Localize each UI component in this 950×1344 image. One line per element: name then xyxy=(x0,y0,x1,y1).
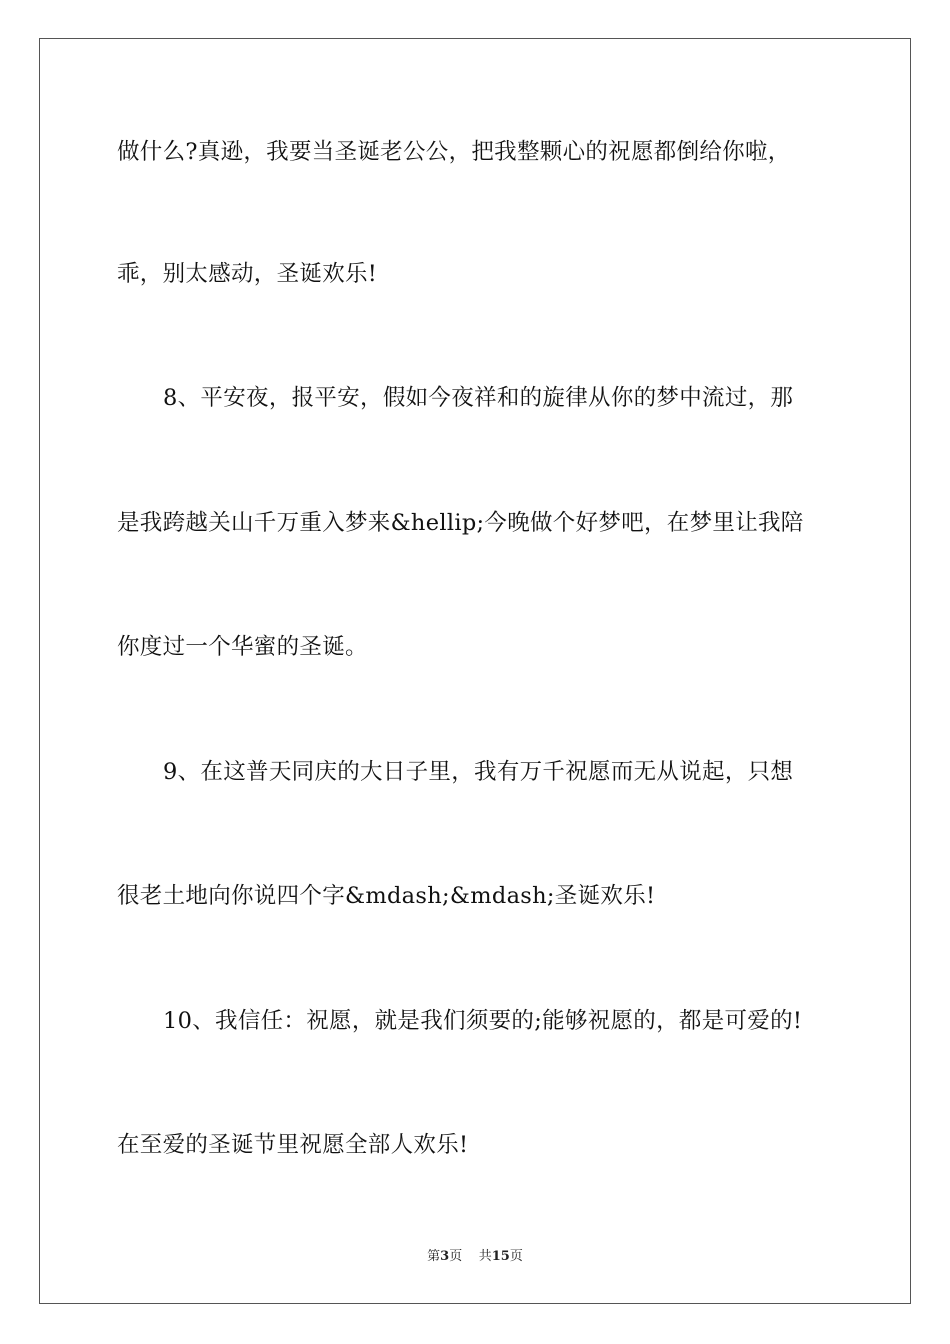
text-line: 很老土地向你说四个字&mdash;&mdash;圣诞欢乐! xyxy=(117,883,656,909)
footer-total-unit: 页 xyxy=(509,1249,523,1264)
text-line: 乖，别太感动，圣诞欢乐! xyxy=(117,261,378,287)
text-line: 你度过一个华蜜的圣诞。 xyxy=(117,634,368,660)
paragraph-start-line: 9、在这普天同庆的大日子里，我有万千祝愿而无从说起，只想 xyxy=(163,759,794,785)
paragraph-start-line: 10、我信任：祝愿，就是我们须要的;能够祝愿的，都是可爱的! xyxy=(163,1008,803,1034)
total-pages-number: 15 xyxy=(491,1249,510,1264)
paragraph-start-line: 8、平安夜，报平安，假如今夜祥和的旋律从你的梦中流过，那 xyxy=(163,385,794,411)
text-line: 是我跨越关山千万重入梦来&hellip;今晚做个好梦吧，在梦里让我陪 xyxy=(117,510,804,536)
page-footer xyxy=(0,1248,950,1266)
current-page-number: 3 xyxy=(440,1249,450,1264)
footer-total-prefix: 共 xyxy=(478,1249,492,1264)
page-frame xyxy=(39,38,911,1304)
footer-prefix: 第 xyxy=(427,1249,441,1264)
text-line: 做什么?真逊，我要当圣诞老公公，把我整颗心的祝愿都倒给你啦， xyxy=(117,139,791,165)
text-line: 在至爱的圣诞节里祝愿全部人欢乐! xyxy=(117,1132,469,1158)
footer-page-unit: 页 xyxy=(449,1249,463,1264)
